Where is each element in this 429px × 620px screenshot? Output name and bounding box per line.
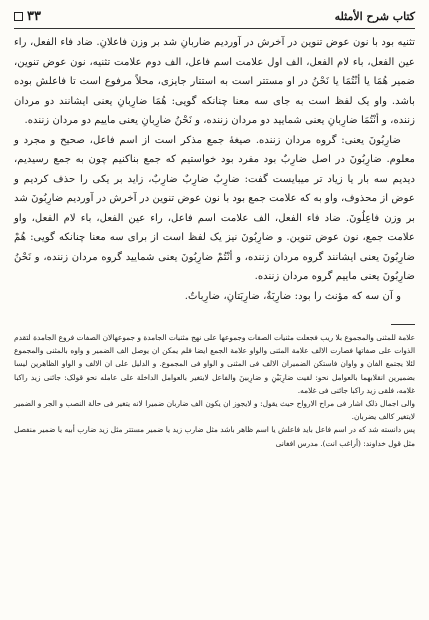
header-rule: [14, 28, 415, 29]
footnotes: [14, 331, 415, 450]
page-number-block: [14, 9, 41, 24]
footnote-persian: پس دانسته شد که در اسم فاعل باید فاعلش یا اسم ظاهر باشد مثل ضارب زید یا ضمیر مستتر مثل زید ضارب أبیه یا ضمیر منفصل مثل قول خداوند: (أراغب انت). مدرس افغانی: [14, 425, 415, 448]
paragraph-plural: ضارِبُونَ یعنی: گروه مردان زننده. صیغهٔ جمع مذکر است از اسم فاعل، صحیح و مجرد و معلوم. ضارِبُونَ در اصل ضارِبٌ بود مفرد بود خواستیم که جمع بناکنیم چون به جمع رسیدیم، دیدیم سه بار یا زیاد تر میبایست گفت: ضارِبٌ ضارِبٌ ضارِبٌ، زاید بر یکی را حذف کردیم و عوض از محذوف، واو به که علامت جمع بود با نون عوض تنوین در آخرش در آوردیم ضارِبُونَ شد بر وزن فاعِلُونَ. ضاد فاء الفعل، الف علامت اسم فاعل، راء عین الفعل، باء لام الفعل، واو علامت جمع، نون عوض تنوین. و ضارِبُونَ نیز یک لفظ است از برای سه معنا چنانکه گویی: هُمْ ضارِبُونَ یعنی ایشانند گروه مردان زننده، و أنْتُمْ ضارِبُونَ یعنی شمایید گروه مردان زننده، و نَحْنُ ضارِبُونَ یعنی ماییم گروه مردان زننده.: [14, 134, 415, 282]
footnote-arabic-2: والی اجمال ذلک اشار فی مراح الارواح حیث یقول: و لایجوز ان یکون الف ضاربان ضمیرا لانه یتغیر فی حالة النصب و الجر و الضمیر لایتغیر کالف یضربان.: [14, 399, 415, 422]
page-title: کتاب شرح الأمثله: [334, 9, 415, 23]
page-number: ۳۳: [27, 8, 41, 24]
paragraph-dual: تثنیه بود با نون عوض تنوین در آخرش در آوردیم ضاربانِ شد بر وزن فاعلانِ. ضاد فاء الفعل، راء عین الفعل، باء لام الفعل، الف اول علامت اسم فاعل، الف دوم علامت تثنیه، نون عوض تنوین، ضمیر هُمَا یا أنْتُمَا یا نَحْنُ در او مستتر است به استتار جایزی، محلاً مرفوع است تا فاعلش بوده باشد. واو یک لفظ است به جای سه معنا چنانکه گویی: هُمَا ضارِبانِ یعنی ایشانند دو مردان زننده، و أنْتُمَا ضارِبانِ یعنی شمایید دو مردان زننده، و نَحْنُ ضارِبانِ یعنی ماییم دو مردان زننده.: [14, 37, 415, 126]
main-text: [14, 33, 415, 306]
footnote-arabic-1: علامة للمثنی والمجموع بلا ریب فجعلت مثنیات الصفات وجموعها علی نهج مثنیات الجامدة و جموعهالان الصفات فروع الجامدة لتقدم الذوات علی صفاتها فصارت الالف علامة المثنی والواو علامة الجمع ایضا فلم یمکن ان یوصل الف الضمیر و واوه بالمثنی والمجموع لئلا یجتمع الفان و واوان فاستکن الضمیران الالف فی المثنی و الواو فی المجموع. و الدلیل علی ان الالف و الواو الظاهرین لیسا بضمیرین انقلابهما بالعوامل نحو: لقیت ضارِبَیْنِ و ضارِبینَ والفاعل لایتغیر بالعوامل الداخلة علی عامله نحو قولک: جائنی زید راکبا غلامه، فلقی زید راکبا جائنی فی غلامه.: [14, 333, 415, 395]
square-ornament-icon: [14, 12, 23, 21]
page-header: [14, 6, 415, 26]
paragraph-feminine: و آن سه که مؤنث را بود: ضارِبَةٌ، ضارِبَتانِ، ضارِباتٌ.: [184, 290, 401, 302]
footnote-divider: [391, 324, 415, 325]
